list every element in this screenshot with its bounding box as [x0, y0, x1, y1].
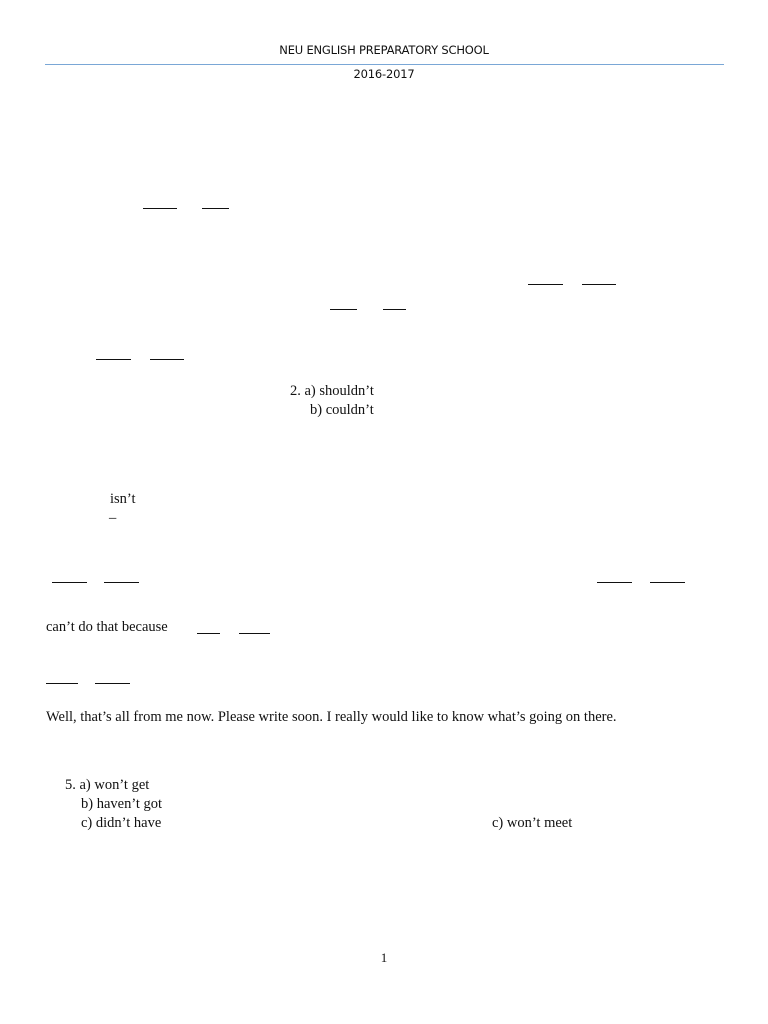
- answer-blank: [239, 633, 270, 634]
- answer-blank: [46, 683, 78, 684]
- answer-blank: [650, 582, 685, 583]
- other-option-c: c) won’t meet: [492, 815, 573, 831]
- dash-text: –: [109, 510, 117, 526]
- school-name-header: NEU ENGLISH PREPARATORY SCHOOL: [279, 43, 489, 57]
- q5-option-c: c) didn’t have: [81, 815, 162, 831]
- answer-blank: [202, 208, 229, 209]
- answer-blank: [383, 309, 406, 310]
- q2-option-a: 2. a) shouldn’t: [290, 383, 374, 399]
- answer-blank: [95, 683, 130, 684]
- answer-blank: [104, 582, 139, 583]
- answer-blank: [528, 284, 563, 285]
- answer-blank: [597, 582, 632, 583]
- page-number: 1: [380, 950, 388, 965]
- header-divider: [45, 64, 724, 65]
- isnt-text: isn’t: [110, 491, 136, 507]
- answer-blank: [582, 284, 616, 285]
- answer-blank: [330, 309, 357, 310]
- q5-option-b: b) haven’t got: [81, 796, 163, 812]
- q5-option-a: 5. a) won’t get: [65, 777, 150, 793]
- answer-blank: [96, 359, 131, 360]
- answer-blank: [150, 359, 184, 360]
- closing-paragraph: Well, that’s all from me now. Please write soon. I really would like to know what’s going on there.: [46, 709, 617, 725]
- answer-blank: [52, 582, 87, 583]
- q2-option-b: b) couldn’t: [310, 402, 374, 418]
- school-year-header: 2016-2017: [353, 67, 415, 81]
- answer-blank: [143, 208, 177, 209]
- cant-do-text: can’t do that because: [46, 619, 168, 635]
- answer-blank: [197, 633, 220, 634]
